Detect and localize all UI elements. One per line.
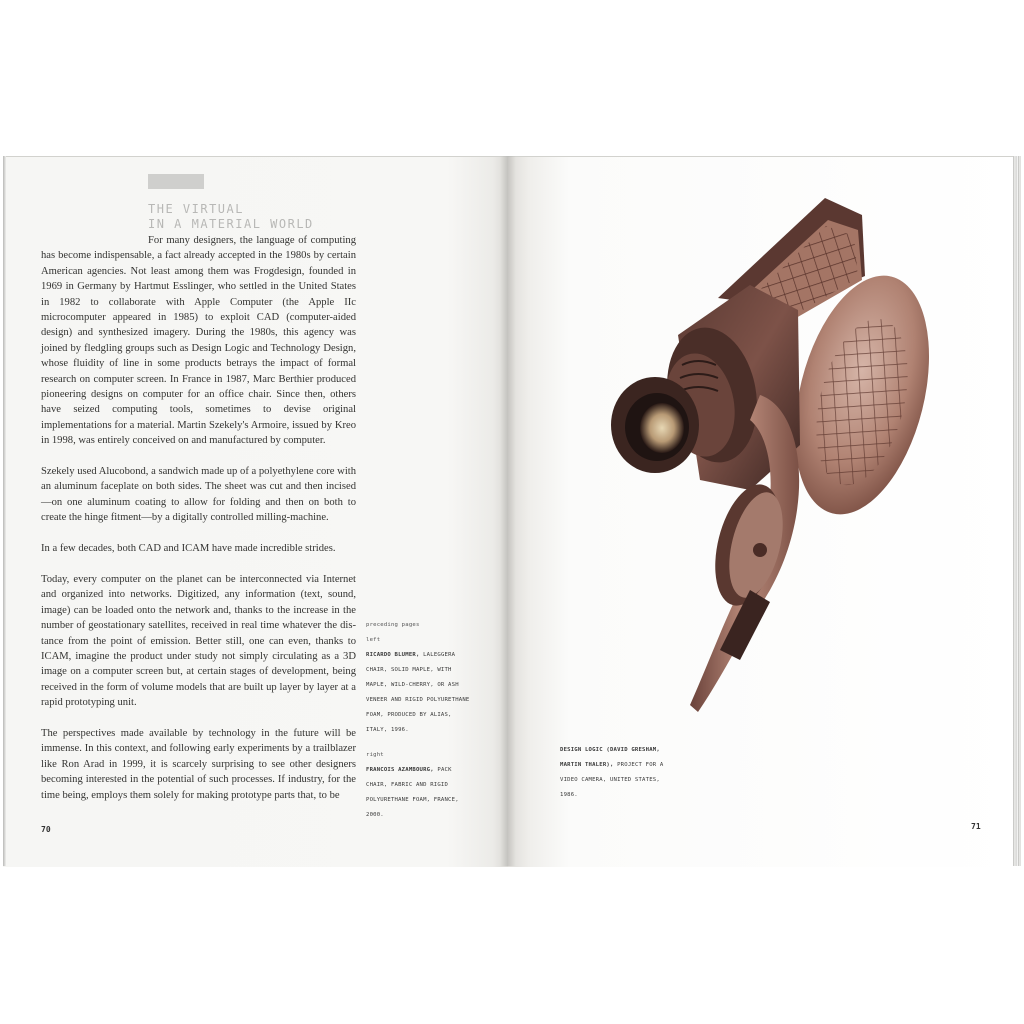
headline-line-2: IN A MATERIAL WORLD (148, 217, 314, 231)
photo-caption (560, 743, 680, 803)
photo-caption-credit: DESIGN LOGIC (DAVID GRESHAM, MARTIN THALER), (560, 747, 660, 768)
body-paragraph: Today, every computer on the planet can be interconnected via Internet and organized into networks. Digitized, any information (text, sound, image) can be loaded onto the network and, thanks to the increase in the number of geostationary satellites, received in real time whatever the distance from the point of emission. Better still, one can even, thanks to ICAM, imagine the product under study not simply circulating as a 3D image on a computer screen but, at certain stages of development, being received in the form of volume models that are built up layer by layer at a rapid prototyping unit. (41, 573, 356, 709)
caption-right-label: right (366, 752, 384, 758)
caption-left-credit: RICARDO BLUMER, (366, 652, 420, 658)
camera-prototype-photo (600, 190, 940, 720)
left-page-edge (3, 156, 6, 866)
caption-right-text: PACK CHAIR, FABRIC AND RIGID POLYURETHANE FOAM, FRANCE, 2000. (366, 767, 459, 818)
caption-left-label: left (366, 637, 381, 643)
right-page-edge (1013, 156, 1021, 866)
caption-right-credit: FRANCOIS AZAMBOURG, (366, 767, 434, 773)
chapter-headline (148, 202, 368, 232)
book-gutter (500, 156, 516, 866)
body-paragraph: Szekely used Alucobond, a sandwich made up of a polyethylene core with an aluminum faceplate on both sides. The sheet was cut and then incised—on one aluminum coating to allow for folding and then on both to create the hinge fitment—by a digitally controlled milling-machine. (41, 466, 356, 524)
body-paragraph: For many designers, the language of computing has become indispensable, a fact already accepted in the 1980s by certain American agencies. Not least among them was Frogdesign, founded in 1969 in Germany by Hartmut Esslinger, who settled in the United States in 1982 to collaborate with Apple Computer (the Apple IIc microcomputer appeared in 1985) to exploit CAD (computer-aided design) and synthesized imagery. During the 1980s, this agency was joined by fledgling groups such as Design Logic and Technology Design, whose fluidity of line in some products betrays the impact of formal research on computer screen. In France in 1987, Marc Berthier produced pioneering designs on computer for an office chair. Since then, others have seized computing tools, sometimes to devise original implementations for a material. Martin Szekely's Armoire, issued by Kreo in 1998, was entirely conceived on and manufactured by computer. (41, 235, 356, 447)
caption-heading: preceding pages (366, 622, 420, 628)
page-number-left: 70 (41, 825, 51, 834)
caption-left-text: LALEGGERA CHAIR, SOLID MAPLE, WITH MAPLE, WILD-CHERRY, OR ASH VENEER AND RIGID POLYURETHANE FOAM, PRODUCED BY ALIAS, ITALY, 1996. (366, 652, 470, 733)
section-marker-bar (148, 174, 204, 189)
body-paragraph: In a few decades, both CAD and ICAM have made incredible strides. (41, 543, 336, 555)
preceding-pages-caption (366, 618, 476, 823)
body-paragraph: The perspectives made available by technology in the future will be immense. In this context, and following early experiments by a trailblazer like Ron Arad in 1999, it is scarcely surprising to see other designers becoming interested in the potential of such processes. If industry, for the time being, employs them solely for making prototype parts that, to be (41, 727, 356, 801)
headline-line-1: THE VIRTUAL (148, 202, 244, 216)
page-number-right: 71 (971, 822, 981, 831)
photo-caption-text: PROJECT FOR A VIDEO CAMERA, UNITED STATES, 1986. (560, 762, 664, 798)
body-text-column (41, 233, 356, 818)
